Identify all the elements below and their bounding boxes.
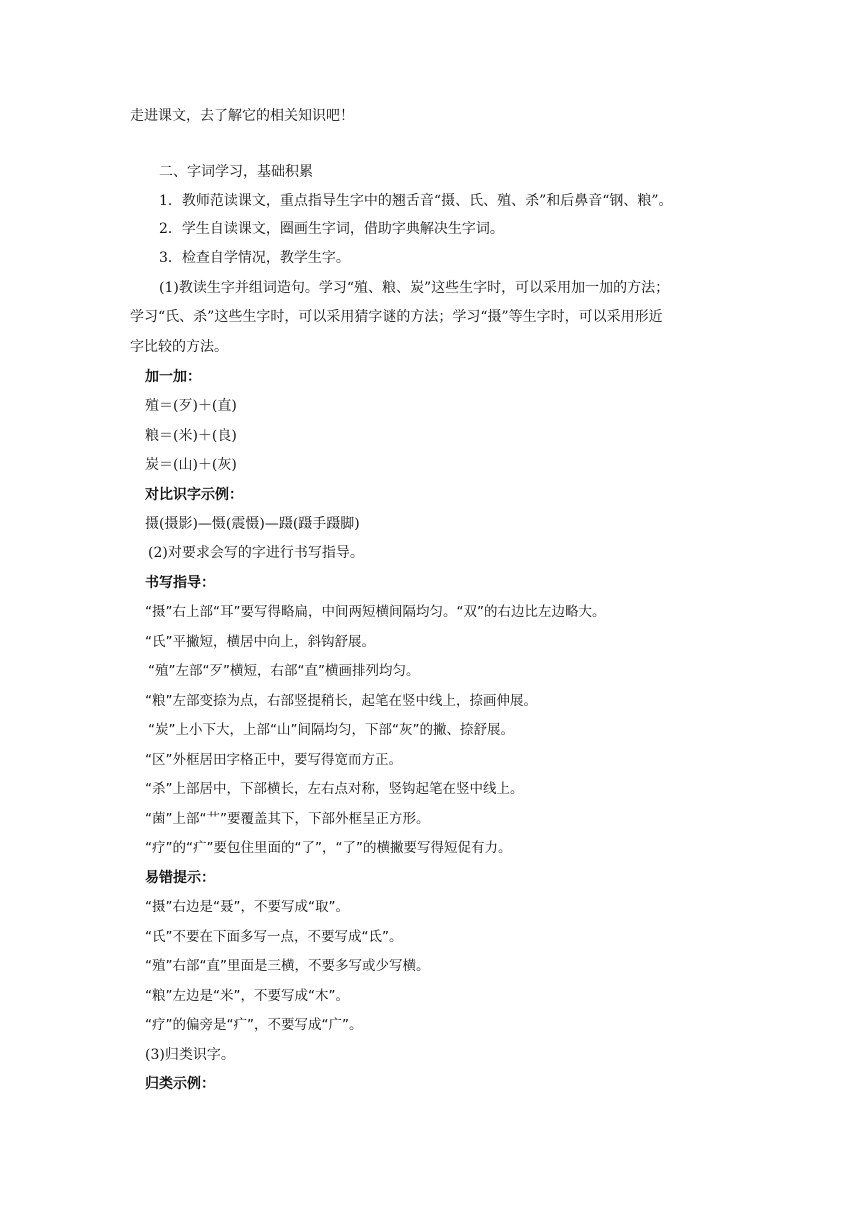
subheading-writing: 书写指导： (145, 575, 215, 591)
error-tip: “氏”不要在下面多写一点，不要写成“氐”。 (145, 929, 403, 945)
error-tip: “殖”右部“直”里面是三横，不要多写或少写横。 (145, 958, 430, 974)
step-3: 3．检查自学情况，教学生字。 (159, 250, 350, 266)
formula-line: 炭＝(山)＋(灰) (145, 457, 237, 473)
section-heading: 二、字词学习，基础积累 (159, 164, 313, 180)
writing-tip: “粮”左部变捺为点，右部竖提稍长，起笔在竖中线上，捺画伸展。 (145, 693, 537, 709)
writing-tip: “殖”左部“歹”横短，右部“直”横画排列均匀。 (148, 663, 420, 679)
subheading-errors: 易错提示： (145, 870, 215, 886)
writing-tip: “菌”上部“艹”要覆盖其下，下部外框呈正方形。 (145, 811, 430, 827)
writing-tip: “杀”上部居中，下部横长，左右点对称，竖钩起笔在竖中线上。 (145, 781, 524, 797)
paragraph-line: 字比较的方法。 (130, 339, 228, 355)
subheading-classify: 归类示例： (145, 1076, 215, 1092)
paragraph-line: (2)对要求会写的字进行书写指导。 (148, 545, 364, 561)
error-tip: “疗”的偏旁是“疒”，不要写成“广”。 (145, 1017, 363, 1033)
writing-tip: “疗”的“疒”要包住里面的“了”，“了”的横撇要写得短促有力。 (145, 840, 512, 856)
subheading-compare: 对比识字示例： (145, 487, 243, 503)
error-tip: “粮”左边是“米”，不要写成“木”。 (145, 988, 349, 1004)
writing-tip: “摄”右上部“耳”要写得略扁，中间两短横间隔均匀。“双”的右边比左边略大。 (145, 604, 606, 620)
writing-tip: “区”外框居田字格正中，要写得宽而方正。 (145, 752, 402, 768)
formula-line: 粮＝(米)＋(良) (145, 428, 237, 444)
subheading-add: 加一加： (145, 369, 201, 385)
writing-tip: “炭”上小下大，上部“山”间隔均匀，下部“灰”的撇、捺舒展。 (148, 722, 514, 738)
error-tip: “摄”右边是“聂”，不要写成“取”。 (145, 899, 349, 915)
compare-example: 摄(摄影)—慑(震慑)—蹑(蹑手蹑脚) (145, 516, 360, 532)
paragraph-line: 学习“氏、杀”这些生字时，可以采用猜字谜的方法；学习“摄”等生字时，可以采用形近 (130, 309, 663, 325)
paragraph-line: (3)归类识字。 (145, 1047, 235, 1063)
formula-line: 殖＝(歹)＋(直) (145, 398, 237, 414)
intro-line: 走进课文，去了解它的相关知识吧！ (130, 108, 354, 124)
writing-tip: “氏”平撇短，横居中向上，斜钩舒展。 (145, 634, 375, 650)
paragraph-line: (1)教读生字并组词造句。学习“殖、粮、炭”这些生字时，可以采用加一加的方法； (159, 280, 670, 296)
step-2: 2．学生自读课文，圈画生字词，借助字典解决生字词。 (159, 221, 504, 237)
step-1: 1．教师范读课文，重点指导生字中的翘舌音“摄、氏、殖、杀”和后鼻音“钢、粮”。 (159, 193, 673, 209)
